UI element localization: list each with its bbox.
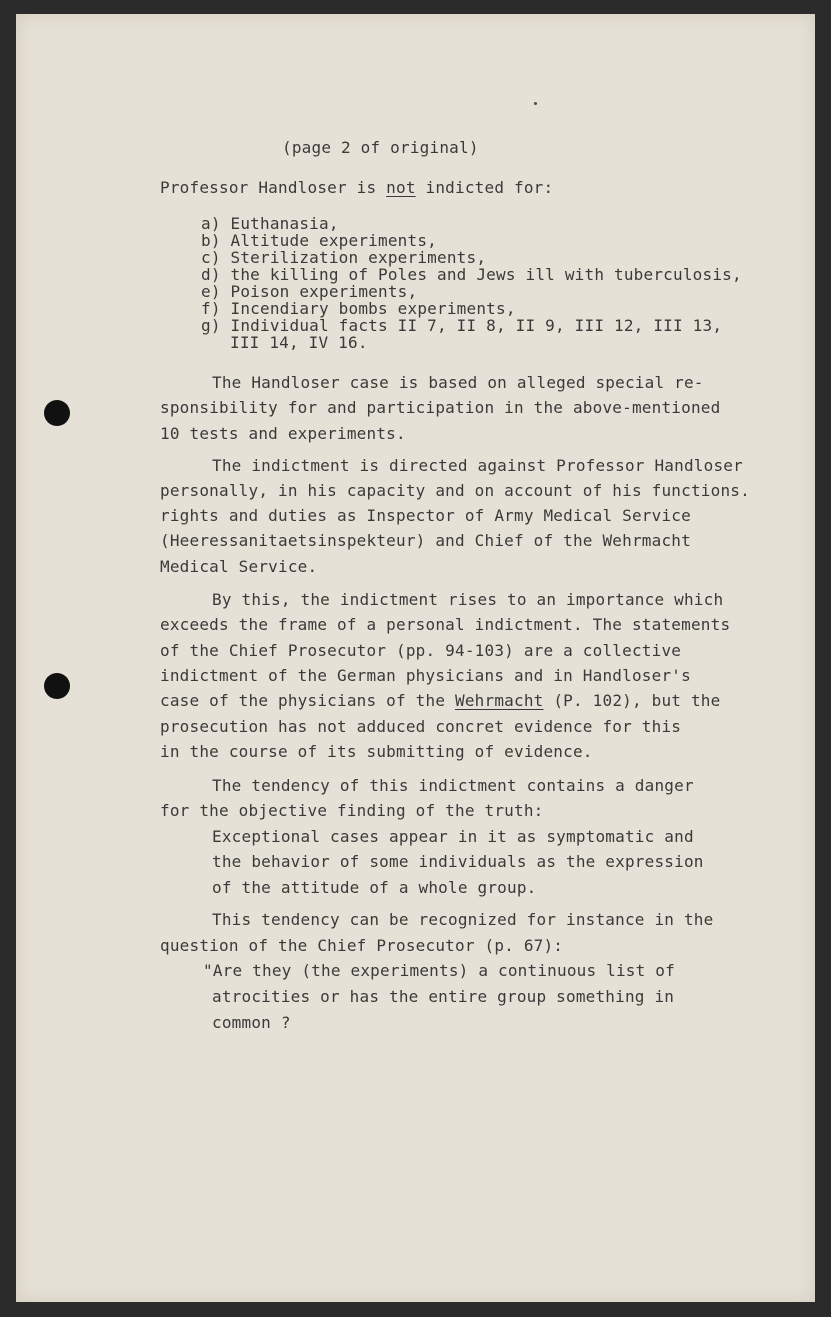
text-line: Exceptional cases appear in it as symptomatic and bbox=[212, 827, 694, 846]
text-line: The Handloser case is based on alleged special re- bbox=[212, 373, 704, 392]
line-before: case of the physicians of the bbox=[160, 691, 455, 710]
list-marker: d) bbox=[201, 265, 221, 284]
text-line bbox=[160, 691, 720, 710]
punch-hole bbox=[44, 400, 70, 426]
text-line: exceeds the frame of a personal indictment. The statements bbox=[160, 615, 731, 634]
text-line: sponsibility for and participation in the above-mentioned bbox=[160, 398, 721, 417]
list-text: Individual facts II 7, II 8, II 9, III 12, III 13, bbox=[230, 316, 723, 335]
intro-emphasis: not bbox=[386, 178, 416, 197]
list-text: the killing of Poles and Jews ill with tuberculosis, bbox=[230, 265, 742, 284]
text-line: of the Chief Prosecutor (pp. 94-103) are a collective bbox=[160, 641, 682, 660]
text-line: rights and duties as Inspector of Army Medical Service bbox=[160, 506, 691, 525]
text-line: 10 tests and experiments. bbox=[160, 424, 406, 443]
page-note: (page 2 of original) bbox=[282, 138, 479, 157]
text-line: for the objective finding of the truth: bbox=[160, 801, 544, 820]
text-line: in the course of its submitting of evidence. bbox=[160, 742, 593, 761]
list-text: III 14, IV 16. bbox=[230, 333, 368, 352]
intro-after: indicted for: bbox=[415, 178, 554, 197]
text-line: question of the Chief Prosecutor (p. 67): bbox=[160, 936, 564, 955]
list-marker: e) bbox=[201, 282, 221, 301]
text-line: prosecution has not adduced concret evidence for this bbox=[160, 717, 682, 736]
list-text: Sterilization experiments, bbox=[230, 248, 487, 267]
text-line: The indictment is directed against Professor Handloser bbox=[212, 456, 743, 475]
text-line: the behavior of some individuals as the expression bbox=[212, 852, 704, 871]
intro-line bbox=[160, 178, 553, 197]
text-line: (Heeressanitaetsinspekteur) and Chief of the Wehrmacht bbox=[160, 531, 691, 550]
list-marker: g) bbox=[201, 316, 221, 335]
text-line: personally, in his capacity and on account of his functions. bbox=[160, 481, 750, 500]
quote-line: atrocities or has the entire group something in bbox=[212, 987, 675, 1006]
list-marker: f) bbox=[201, 299, 221, 318]
line-after: (P. 102), but the bbox=[543, 691, 721, 710]
list-item-continuation bbox=[230, 333, 368, 352]
underlined-word: Wehrmacht bbox=[454, 691, 544, 710]
intro-before: Professor Handloser is bbox=[160, 178, 387, 197]
list-text: Euthanasia, bbox=[230, 214, 339, 233]
text-line: This tendency can be recognized for instance in the bbox=[212, 910, 714, 929]
list-marker: b) bbox=[201, 231, 221, 250]
punch-hole bbox=[44, 673, 70, 699]
text-line: The tendency of this indictment contains a danger bbox=[212, 776, 694, 795]
list-marker: c) bbox=[201, 248, 221, 267]
quote-line: common ? bbox=[212, 1013, 291, 1032]
text-line: Medical Service. bbox=[160, 557, 318, 576]
list-text: Poison experiments, bbox=[230, 282, 418, 301]
quote-line: "Are they (the experiments) a continuous list of bbox=[203, 961, 675, 980]
text-line: By this, the indictment rises to an importance which bbox=[212, 590, 724, 609]
paper-speck bbox=[534, 102, 537, 105]
list-text: Incendiary bombs experiments, bbox=[230, 299, 516, 318]
text-line: indictment of the German physicians and in Handloser's bbox=[160, 666, 691, 685]
text-line: of the attitude of a whole group. bbox=[212, 878, 537, 897]
list-marker: a) bbox=[201, 214, 221, 233]
list-text: Altitude experiments, bbox=[230, 231, 438, 250]
